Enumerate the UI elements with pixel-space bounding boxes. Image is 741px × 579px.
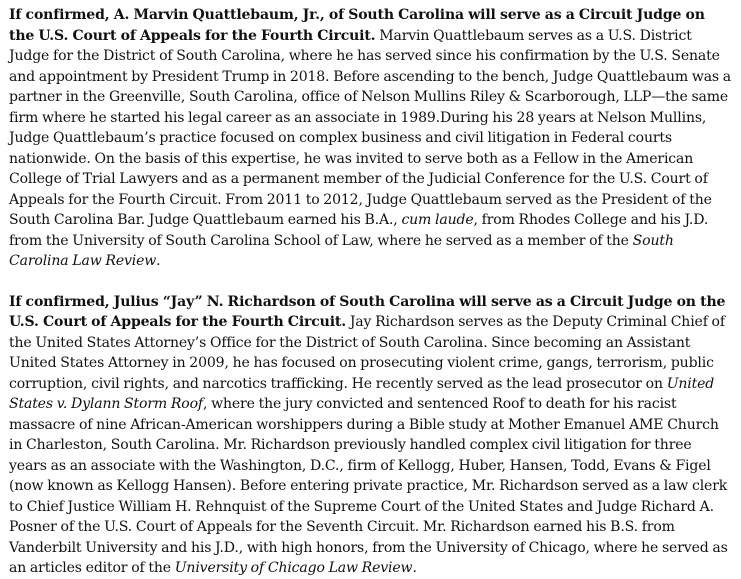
paragraph-lead: If confirmed, A. Marvin Quattlebaum, Jr., of South Carolina will serve as a Circuit Judge on the U.S. Court of Appeals for the Fourth Circuit. <box>9 7 705 44</box>
paragraph-text: , from Rhodes College and his J.D. from the University of South Carolina School of Law, where he served as a member of the <box>9 212 709 249</box>
paragraph-richardson <box>9 292 733 579</box>
journal-title: South Carolina Law Review <box>9 232 674 269</box>
paragraph-text: Marvin Quattlebaum serves as a U.S. District Judge for the District of South Carolina, where he has served since his confirmation by the U.S. Senate and appointment by President Trump in 2018. Before ascending to the bench, Judge Quattlebaum was a partner in the Greenville, South Carolina, office of Nelson Mullins Riley & Scarborough, LLP—the same firm where he started his legal career as an associate in 1989.During his 28 years at Nelson Mullins, Judge Quattlebaum’s practice focused on complex business and civil litigation in Federal courts nationwide. On the basis of this expertise, he was invited to serve both as a Fellow in the American College of Trial Lawyers and as a permanent member of the Judicial Conference for the U.S. Court of Appeals for the Fourth Circuit. From 2011 to 2012, Judge Quattlebaum served as the President of the South Carolina Bar. Judge Quattlebaum earned his B.A., <box>9 27 732 228</box>
paragraph-text: . <box>412 560 417 576</box>
paragraph-text: . <box>156 253 161 269</box>
paragraph-text: , where the jury convicted and sentenced Roof to death for his racist massacre of nine African-American worshippers during a Bible study at Mother Emanuel AME Church in Charleston, South Carolina. Mr. Richardson previously handled complex civil litigation for three years as an associate with the Washington, D.C., firm of Kellogg, Huber, Hansen, Todd, Evans & Figel (now known as Kellogg Hansen). Before entering private practice, Mr. Richardson served as a law clerk to Chief Justice William H. Rehnquist of the Supreme Court of the United States and Judge Richard A. Posner of the U.S. Court of Appeals for the Seventh Circuit. Mr. Richardson earned his B.S. from Vanderbilt University and his J.D., with high honors, from the University of Chicago, where he served as an articles editor of the <box>9 396 728 576</box>
journal-title: University of Chicago Law Review <box>174 560 413 576</box>
paragraph-lead: If confirmed, Julius “Jay” N. Richardson of South Carolina will serve as a Circuit Judge on the U.S. Court of Appeals for the Fourth Circuit. <box>9 293 726 330</box>
case-name: United States v. Dylann Storm Roof <box>9 375 715 412</box>
paragraph-text: Jay Richardson serves as the Deputy Criminal Chief of the United States Attorney’s Office for the District of South Carolina. Since becoming an Assistant United States Attorney in 2009, he has focused on prosecuting violent crime, gangs, terrorism, public corruption, civil rights, and narcotics trafficking. He recently served as the lead prosecutor on <box>9 314 725 392</box>
paragraph-quattlebaum <box>9 5 733 272</box>
paragraph-italic-text: cum laude <box>401 212 474 228</box>
